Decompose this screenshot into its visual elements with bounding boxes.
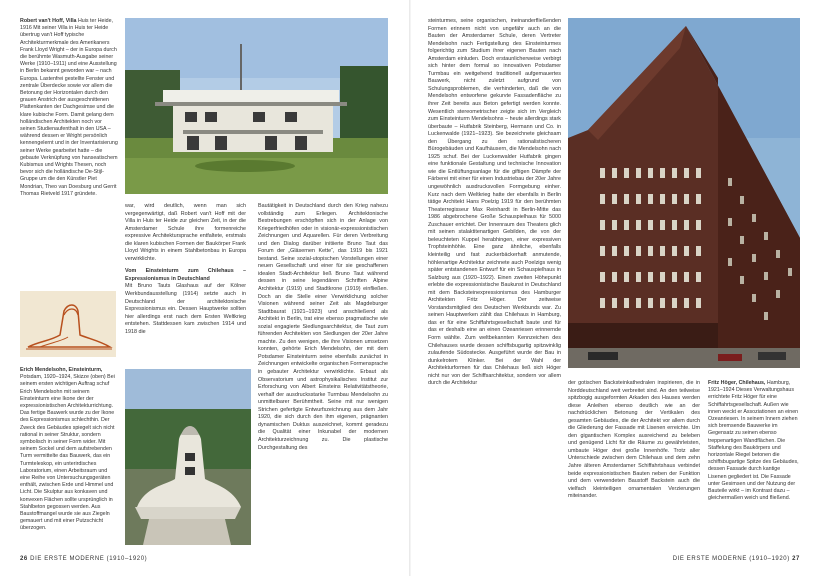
- photo-chilehaus: [568, 18, 800, 368]
- caption-villa-text: Mit seiner Villa in Huis ter Heide übertrug van't Hoff typische Architekturmerkmale des Amerikaners Frank Lloyd Wright – der in Europa durch die berühmte Wasmuth-Ausgabe seiner Werke (1910–1911) und eine Ausstellung in Berlin bekannt geworden war – nach Europa. Lastenfrei gestellte Fenster und zentrale Überdecke sowie vor allem die Betonung der Horizontalen durch den grauen Anstrich der ausgeschnittenen Plattenkanten der Dachgesimse und die klare kubische Form. Damit gelang dem holländischen Architekten noch vor seinen Studienaufenthalt in den USA – während dessen er Wright persönlich kennengelernt und in der Inventarisierung seiner Werke gearbeitet hatte – die gebaute Verknüpfung von hanseatischem Kubismus und Wrights Thesen, noch bevor sich die holländische De-Stijl-Gruppe um die den Künstler Piet Mondrian, Theo van Doesburg und Gerrit Thomas Rietveld 1917 gründete.: [20, 25, 118, 197]
- caption-chilehaus-meta: Hamburg, 1921–1924: [708, 380, 791, 394]
- text-column-right-2: [568, 380, 700, 501]
- caption-villa-title: Robert van't Hoff, Villa: [20, 18, 77, 24]
- caption-chilehaus-text: Dieses Verwaltungshaus errichtete Fritz Höger für eine Schiffahrtsgesellschaft. Außen wie innen weckt er Assoziationen an einen Ozeanriesen. In seinem Innern ziehen sich bremsende Bauwerke im Gegensatz zu seinen ebenso treppenartigen Wandflächen. Die Staffelung des Baukörpers und horizontale Riegel betonen die schiffsbugartige Spitze des Gebäudes, dessen Fassade durch kantige Lisenen gegliedert ist. Die Fassade unter Gesimsen und der Nutzung der Bauteile wirkt – im Kontrast dazu – gleichermaßen weich und fließend.: [708, 387, 799, 502]
- caption-einstein-meta: Potsdam, 1920–1924, Skizze (oben): [20, 374, 106, 381]
- paragraph-right-column1: steinturmes, seine organischen, ineinanderfließenden Formen erinnern nicht von ungefähr auch an die Bauten der Amsterdamer Schule, deren Vertreter Mendelsohn nach Fertigstellung des Einsteinturmes folgerichtig zum Studium ihrer eigenen Bauten nach Amsterdam einluden. Doch erstaunlicherweise verbirgt sich hinter dem formal so innovativen Potsdamer Turmbau ein weitgehend traditionell aufgemauertes Bauwerk, nicht zuletzt aufgrund von Schulungsproblemen, die verhinderten, daß die von Mendelsohn entworfene gekurvte Fassadenfläche zu ihrer Zeit bereits aus Beton gefertigt werden konnte. Wesentlich stereometrischer zeigte sich im Vergleich zum Einsteinturm Mendelsohns – heute allerdings stark überbaute – Hutfabrik Steinberg, Hermann und Co. in Luckenwalde (1921–1923). Sie bezeichnete gleichsam den Übergang zu den rationalistischeren Bürogebäuden und Kaufhäusern, die Mendelsohn nach 1925 schuf. Bei der Luckenwalder Hutfabrik gingen eine funktionale Gestaltung und technische Innovation wie die Entlüftungsanlage für die giftigen Dämpfe der Färberei mit einer für einen Industriebau der 20er Jahre ungewöhnlich ausdrucksvollen Formgebung einher. Kurz nach dem Weltkrieg hatte der ebenfalls in Berlin tätige Architekt Hans Poelzig 1919 für den berühmten Theaterregisseur Max Reinhardt in Berlin-Mitte das 1986 abgebrochene Große Schauspielhaus für 5000 Zuschauer errichtet. Der Innenraum des Theaters glich mit seinen stalaktitenartigen Gebilden, die von der beleuchteten Kuppel herabhingen, einer expressiven Tropfsteinhöhle. Eine ganz ähnliche, ebenfalls kleinteilig und fast zuckerbäckerhaft anmutende, höhlenartige Architektur zeichnete auch Poelzigs wenig später entstandenen Entwurf für ein Schauspielhaus in Salzburg aus (1920–1922). Einen zweiten Höhepunkt erlebte die expressionistische Baukunst in Deutschland mit dem Backsteinexpressionismus des Hamburger Architekten Fritz Höger. Der zeitweise Vorstandsmitglied des Deutschen Werkbunds war. Zu seinen Hauptwerken zählt das Chilehaus in Hamburg, das er für eine Schiffahrtsgesellschaft baute und für das er deshalb eine an einen Ozeanriesen erinnernde Form wählte. Zum weltbekannten Kennzeichen des Chilehauses wurde dessen schiffsbugartig spitzwinklig zulaufende Südostecke. Ausgeführt wurde der Bau in dunkelrotem Klinker. Bei der Wahl der Architekturformen für das Chilehaus ließ sich Höger nicht nur von der Schiffsarchitektur, sondern vor allem durch die Architektur: [428, 18, 561, 387]
- running-title-left: DIE ERSTE MODERNE (1910–1920): [30, 556, 148, 562]
- paragraph-right-column2: der gotischen Backsteinkathedralen inspirieren, die in Norddeutschland weit verbreitet sind. An den teilweise spitzbogig ausgeformten Arkaden des Hauses werden diese Anleihen ebenso deutlich wie an der nachdrücklichen Betonung der Vertikalen des gesamten Gebäudes, die der Architekt vor allem durch die Gliederung der Fassade mit Lisenen erreichte. Um den gigantischen Komplex ausreichend zu beleben und genügend Licht für die Räume zu gewährleisten, umbaute Höger drei große Innenhöfe. Trotz aller Unterschiede zwischen dem Chilehaus und dem zehn Jahre älteren Amsterdamer Schiffahrtshaus verbindet beide expressionistischen Bauten neben der Funktion und dem verwendeten Baustoff Backstein auch die vielfach kleinteiligen ornamentalen Verzierungen miteinander.: [568, 380, 700, 500]
- text-column-left-2: [258, 203, 388, 452]
- right-page: [410, 0, 820, 576]
- paragraph-column2: Bautätigkeit in Deutschland durch den Krieg nahezu vollständig zum Erliegen. Architektonische Bestrebungen erschöpften sich in der Anlage von Kriegerfriedhöfen oder in visionär-expressionistischen Zeichnungen und Aquarellen. Für deren Verbreitung und den Dialog darüber initiierte Bruno Taut das Forum der „Gläsernen Kette“, das 1919 bis 1921 bestand. Seine sozial-utopischen Vorstellungen einer neuen Gesellschaft und einer für sie geschaffenen idealen Stadt-Architektur ließ Bruno Taut während dessen in seine legendären Schriften Alpine Architektur (1919) und Stadtkrone (1919) einfließen. Doch an die Stelle einer Verwirklichung solcher Visionen während seiner Zeit als Magdeburger Stadtbaurat (1921–1923) und anschließend als Architekt in Berlin, trat eine ebenso pragmatische wie sozial engagierte Siedlungsarchitektur, die Taut zum führenden Architekten von Siedlungen der 20er Jahre machte. Zu den wenigen, die ihre Visionen umsetzen konnten, gehörte Erich Mendelsohn, der mit dem Potsdamer Einsteinturm seine ebenfalls zunächst in Zeichnungen entwickelte organischen Formensprache in gebauter Architektur verwirklichte. Erbaut als Observatorium und astrophysikalisches Institut zur Erforschung von Albert Einsteins Relativitätstheorie, verhalf der ausdrucksstarke Turmbau Mendelsohn zu unmittelbarer Berühmtheit. Seine mit nur wenigen Strichen gefertigte Entwurfszeichnung aus dem Jahr 1920, die sich durch den ihm eigenen, prägnanten dynamischen Duktus auszeichnet, kommt geradezu die Qualität einer Inkunabel der modernen Architekturzeichnung zu. Die plastische Durchgestaltung des: [258, 203, 388, 451]
- paragraph-intro: war, wird deutlich, wenn man sich vergegenwärtigt, daß Robert van't Hoff mit der Villa in Huis ter Heide zur gleichen Zeit, in der die Amsterdamer Schule ihre formenreiche expressive Architektursprache entfaltete, erstmals die klaren kubischen Formen der Baukörper Frank Lloyd Wrights in einem Stahlbetonbau in Europa verwirklichte.: [125, 203, 246, 262]
- caption-einsteinturm: [20, 367, 118, 533]
- paragraph-body: Mit Bruno Tauts Glashaus auf der Kölner Werkbundausstellung (1914) setzte auch in Deutschland der architektonische Expressionismus ein. Dessen Hauptwerke sollten hier allerdings erst nach dem Ersten Weltkrieg entstehen. Stattdessen kam zwischen 1914 und 1918 die: [125, 283, 246, 335]
- caption-chilehaus-title: Fritz Höger, Chilehaus,: [708, 380, 766, 386]
- caption-villa: [20, 18, 118, 198]
- folio-left: [20, 556, 147, 562]
- folio-right: [673, 556, 800, 562]
- text-column-left-1: [125, 203, 246, 336]
- caption-einstein-text: Bei seinem ersten wichtigen Auftrag schuf Erich Mendelsohn mit seinem Einsteinturm eine Ikone der der expressionistischen Architekturrichtung. Das fertige Bauwerk wurde zu der Ikone des Expressionismus schlechthin. Der Zweck des Gebäudes spiegelt sich nicht rational in seiner Struktur, sondern symbolisch in seiner Form wider. Mit seinem Sockel und dem aufstrebenden Turm vermittelte das Bauwerk, das ein Turmteleskop, ein unterirdisches Laboratorium, einen Arbeitsraum und eine Reihe von Untersuchungsgeräten enthält, zwischen Erde und Himmel und Licht. Die Skulptur aus konkaven und konvexen Flächen sollte ursprünglich in Stahlbeton gegossen werden. Aus Baustoffmangel wurde sie aus Ziegeln gemauert und mit einer Putzschicht überzogen.: [20, 374, 115, 532]
- caption-chilehaus: [708, 380, 800, 502]
- sketch-einsteinturm: [20, 291, 116, 357]
- photo-villa-huis-ter-heide: [125, 18, 388, 194]
- page-number-left: 26: [20, 556, 28, 562]
- running-title-right: DIE ERSTE MODERNE (1910–1920): [672, 556, 790, 562]
- page-number-right: 27: [792, 556, 800, 562]
- text-column-right-1: [428, 18, 561, 388]
- photo-einsteinturm: [125, 369, 251, 545]
- caption-einstein-title: Erich Mendelsohn, Einsteinturm,: [20, 367, 103, 373]
- section-heading: Vom Einsteinturm zum Chilehaus – Expressionismus in Deutschland: [125, 268, 246, 282]
- caption-villa-meta: Huis ter Heide, 1916: [20, 18, 114, 32]
